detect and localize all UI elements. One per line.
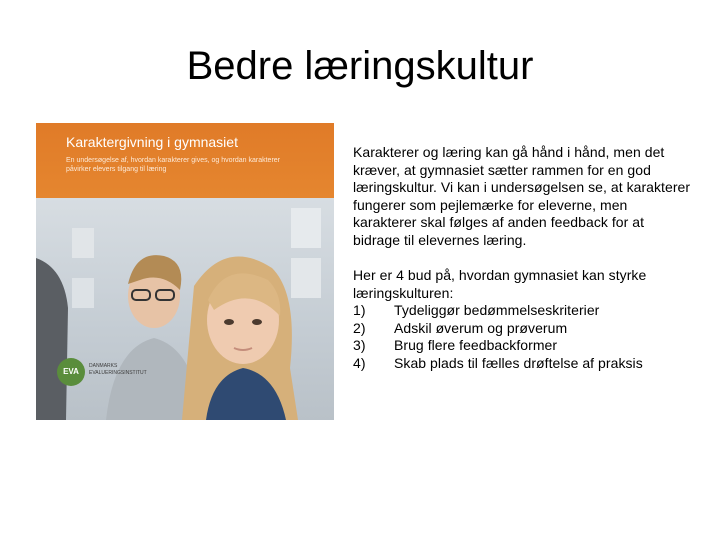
eva-logo-text: DANMARKS EVALUERINGSINSTITUT [89, 363, 147, 376]
students-illustration [36, 198, 334, 420]
body-text [353, 144, 693, 372]
list-item [353, 355, 693, 373]
slide-title: Bedre læringskultur [186, 44, 534, 88]
cover-subtitle: En undersøgelse af, hvordan karakterer gives, og hvordan karakterer påvirker elevers tilgang til læring [66, 157, 281, 173]
list-item-number: 4) [353, 354, 366, 371]
cover-title: Karaktergivning i gymnasiet [66, 134, 238, 150]
report-cover-image [36, 123, 334, 420]
list-item-text: Adskil øverum og prøverum [394, 319, 568, 336]
list-item-text: Tydeliggør bedømmelseskriterier [394, 302, 600, 318]
list-item-number: 3) [353, 337, 366, 353]
paragraph-list-intro: Her er 4 bud på, hvordan gymnasiet kan styrke læringskulturen: [353, 267, 647, 301]
list-item-number: 2) [353, 319, 366, 336]
eva-logo: EVA [57, 358, 85, 386]
list-item-text: Brug flere feedbackformer [394, 337, 558, 353]
cover-orange-band [36, 123, 334, 198]
list-item [353, 302, 693, 320]
list-item [353, 320, 693, 338]
list-item-number: 1) [353, 302, 366, 318]
list-item-text: Skab plads til fælles drøftelse af praksis [394, 354, 643, 371]
paragraph-intro: Karakterer og læring kan gå hånd i hånd, men det kræver, at gymnasiet sætter rammen for en god læringskultur. Vi kan i undersøgelsen se, at karakterer fungerer som pejlemærke for eleverne, men karakterer skal følges af anden feedback for at bidrage til elevernes læring. [353, 144, 691, 248]
cover-photo [36, 198, 334, 420]
list-item [353, 337, 693, 355]
